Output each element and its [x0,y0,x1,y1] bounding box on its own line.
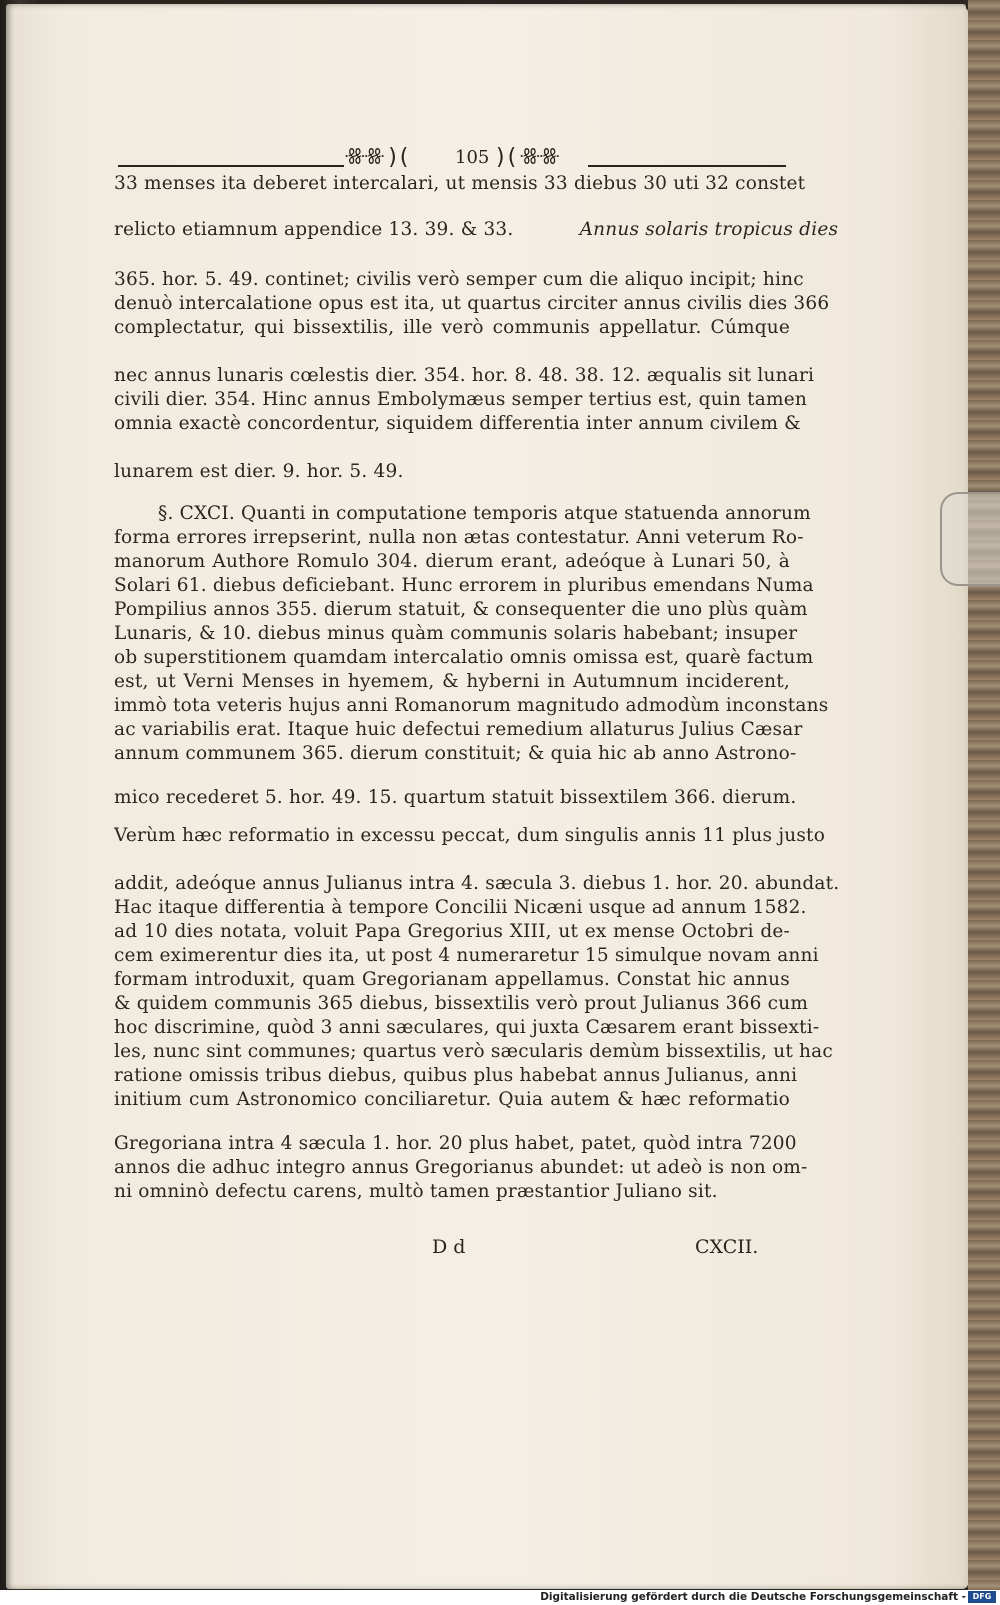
text-line: lunarem est dier. 9. hor. 5. 49. [114,461,404,482]
text-line: ad 10 dies notata, voluit Papa Gregorius XIII, ut ex mense Octobri de- [114,921,790,942]
text-line: hoc discrimine, quòd 3 anni sæculares, qui juxta Cæsarem erant bissexti- [114,1017,820,1038]
page-number: 105 [455,147,490,168]
text-line: addit, adeóque annus Julianus intra 4. sæcula 3. diebus 1. hor. 20. abundat. [114,873,840,894]
text-line: nec annus lunaris cœlestis dier. 354. hor. 8. 48. 38. 12. æqualis sit lunari [114,365,815,386]
text-line: annos die adhuc integro annus Gregorianus abundet: ut adeò is non om- [114,1157,808,1178]
running-header [118,143,786,173]
text-line: cem eximerentur dies ita, ut post 4 numeraretur 15 simulque novam anni [114,945,819,966]
text-line: 33 menses ita deberet intercalari, ut mensis 33 diebus 30 uti 32 constet [114,173,806,194]
dfg-logo-icon: DFG [968,1591,996,1603]
text-line: relicto etiamnum appendice 13. 39. & 33. Annus solaris tropicus dies [114,219,839,240]
section-heading-line: §. CXCI. Quanti in computatione temporis atque statuenda annorum [158,503,811,524]
text-line: Solari 61. diebus deficiebant. Hunc errorem in pluribus emendans Numa [114,575,814,596]
text-line: ac variabilis erat. Itaque huic defectui remedium allaturus Julius Cæsar [114,719,803,740]
text-line: forma errores irrepserint, nulla non ætas contestatur. Anni veterum Ro- [114,527,804,548]
text-line: Pompilius annos 355. dierum statuit, & consequenter die uno plùs quàm [114,599,808,620]
italic-term: Annus solaris tropicus dies [579,219,839,240]
text-line: Hac itaque differentia à tempore Concilii Nicæni usque ad annum 1582. [114,897,807,918]
ornament-left-icon: ꗥꗥ ) ( [344,145,407,170]
text-line: & quidem communis 365 diebus, bissextilis verò prout Julianus 366 cum [114,993,809,1014]
text-line: complectatur, qui bissextilis, ille verò communis appellatur. Cúmque [114,317,790,338]
text-line: Lunaris, & 10. diebus minus quàm communis solaris habebant; insuper [114,623,798,644]
text-line: formam introduxit, quam Gregorianam appellamus. Constat hic annus [114,969,790,990]
text-line: ni omninò defectu carens, multò tamen præstantior Juliano sit. [114,1181,718,1202]
signature-mark: D d [432,1236,466,1258]
text-line: immò tota veteris hujus anni Romanorum magnitudo admodùm inconstans [114,695,829,716]
text-line: est, ut Verni Menses in hyemem, & hyberni in Autumnum inciderent, [114,671,790,692]
book-edge [968,0,1000,1590]
text-line: manorum Authore Romulo 304. dierum erant, adeóque à Lunari 50, à [114,551,790,572]
text-line: 365. hor. 5. 49. continet; civilis verò semper cum die aliquo incipit; hinc [114,269,804,290]
text-line: ratione omissis tribus diebus, quibus plus habebat annus Julianus, anni [114,1065,798,1086]
text-line: les, nunc sint communes; quartus verò sæcularis demùm bissextilis, ut hac [114,1041,833,1062]
banner-text: Digitalisierung gefördert durch die Deutsche Forschungsgemeinschaft - [540,1591,966,1603]
page-clip [940,492,1000,586]
text-line: mico recederet 5. hor. 49. 15. quartum statuit bissextilem 366. dierum. [114,787,797,808]
text-line: Verùm hæc reformatio in excessu peccat, dum singulis annis 11 plus justo [114,825,826,846]
header-rule-left [118,165,344,167]
header-rule-right [588,165,786,167]
catchword: CXCII. [695,1236,759,1258]
text-line: initium cum Astronomico conciliaretur. Quia autem & hæc reformatio [114,1089,790,1110]
text-line: Gregoriana intra 4 sæcula 1. hor. 20 plus habet, patet, quòd intra 7200 [114,1133,797,1154]
text-line: annum communem 365. dierum constituit; & quia hic ab anno Astrono- [114,743,797,764]
text-line: denuò intercalatione opus est ita, ut quartus circiter annus civilis dies 366 [114,293,830,314]
ornament-right-icon: ) ( ꗥꗥ [496,145,559,170]
text-line: civili dier. 354. Hinc annus Embolymæus semper tertius est, quin tamen [114,389,808,410]
text-line: ob superstitionem quamdam intercalatio omnis omissa est, quarè factum [114,647,814,668]
text-line: omnia exactè concordentur, siquidem differentia inter annum civilem & [114,413,801,434]
